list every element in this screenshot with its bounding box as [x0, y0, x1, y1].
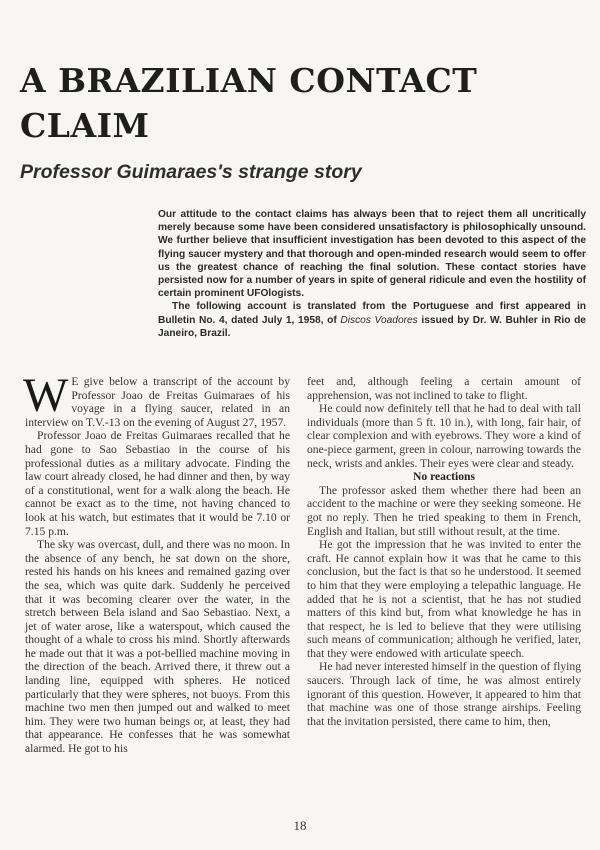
- body-paragraph-4: feet and, although feeling a certain amount of apprehension, was not inclined to take to flight.: [307, 375, 581, 402]
- page-number: 18: [293, 818, 307, 833]
- article-title: A BRAZILIAN CONTACT CLAIM: [20, 61, 478, 145]
- intro-text: The following account is translated from the Portuguese and first appeared in Bulletin No. 4, dated July 1, 1958, of: [158, 301, 586, 326]
- body-paragraph-7: He got the impression that he was invited to enter the craft. He cannot explain how it was that he came to this conclusion, but the fact is that so he understood. It seemed to him that they were employing a telepathic language. He added that he is not a scientist, that he has not studied matters of this kind but, from what knowledge he has in that respect, he is led to believe that they were utilising such means of communication; although he verified, later, that they were endowed with articulate speech.: [307, 538, 581, 660]
- intro-paragraph-1: Our attitude to the contact claims has always been that to reject them all uncritically merely because some have been considered unsatisfactory is philosophically unsound. We further believe that insufficient investigation has been devoted to this aspect of the flying saucer mystery and that thorough and open-minded research would seem to offer us the greatest chance of reaching the final solution. These contact stories have persisted now for a number of years in spite of general ridicule and even the hostility of certain prominent UFOlogists.: [158, 209, 586, 300]
- body-column-left: [23, 369, 290, 756]
- body-paragraph-1: [23, 369, 290, 429]
- article-subtitle: Professor Guimaraes's strange story: [20, 161, 362, 183]
- intro-text: issued by Dr. W. Buhler in Rio de Janeiro, Brazil.: [158, 314, 586, 339]
- body-column-right: [307, 375, 581, 728]
- body-paragraph-3: The sky was overcast, dull, and there was no moon. In the absence of any bench, he sat down on the shore, rested his hands on his knees and remained gazing over the sea, which was quite dark. Suddenly he perceived that it was becoming clearer over the water, in the stretch between Bela island and Sao Sebastiao. Next, a jet of water arose, like a waterspout, which caused the thought of a whale to cross his mind. Shortly afterwards he made out that it was a pot-bellied machine moving in the direction of the beach. Arrived there, it threw out a landing line, equipped with spheres. He noticed particularly that they were spheres, not buoys. From this machine two men then jumped out and walked to meet him. They were two human beings or, at least, they had that appearance. He confesses that he was somewhat alarmed. He got to his: [25, 538, 290, 756]
- publication-name: Discos Voadores: [340, 314, 418, 326]
- paragraph-text: E give below a transcript of the account by Professor Joao de Freitas Guimaraes of his voyage in a flying saucer, related in an interview on T.V.-13 on the evening of August 27, 1957.: [25, 375, 290, 429]
- intro-paragraph-2: [158, 300, 586, 340]
- body-paragraph-5: He could now definitely tell that he had to deal with tall individuals (more than 5 ft. 10 in.), with long, fair hair, of clear complexion and with eyebrows. They wore a kind of one-piece garment, green in colour, narrowing towards the neck, wrists and ankles. Their eyes were clear and steady.: [307, 402, 581, 470]
- section-subheading: No reactions: [413, 470, 475, 484]
- editorial-intro: [158, 208, 586, 340]
- body-paragraph-6: The professor asked them whether there had been an accident to the machine or were they seeking someone. He got no reply. Then he tried speaking to them in French, English and Italian, but still without result, at the time.: [307, 483, 581, 538]
- body-paragraph-8: He had never interested himself in the question of flying saucers. Through lack of time, he was almost entirely ignorant of this question. However, it appeared to him that that machine was one of those strange airships. Feeling that the invitation persisted, there came to him, then,: [307, 660, 581, 728]
- body-paragraph-2: Professor Joao de Freitas Guimaraes recalled that he had gone to Sao Sebastiao in the course of his professional duties as a military advocate. Finding the law court already closed, he had dinner and then, by way of a constitutional, went for a walk along the beach. He cannot be exact as to the time, not having chanced to look at his watch, but estimates that it would be 7.10 or 7.15 p.m.: [25, 429, 290, 538]
- drop-cap: W: [23, 369, 69, 422]
